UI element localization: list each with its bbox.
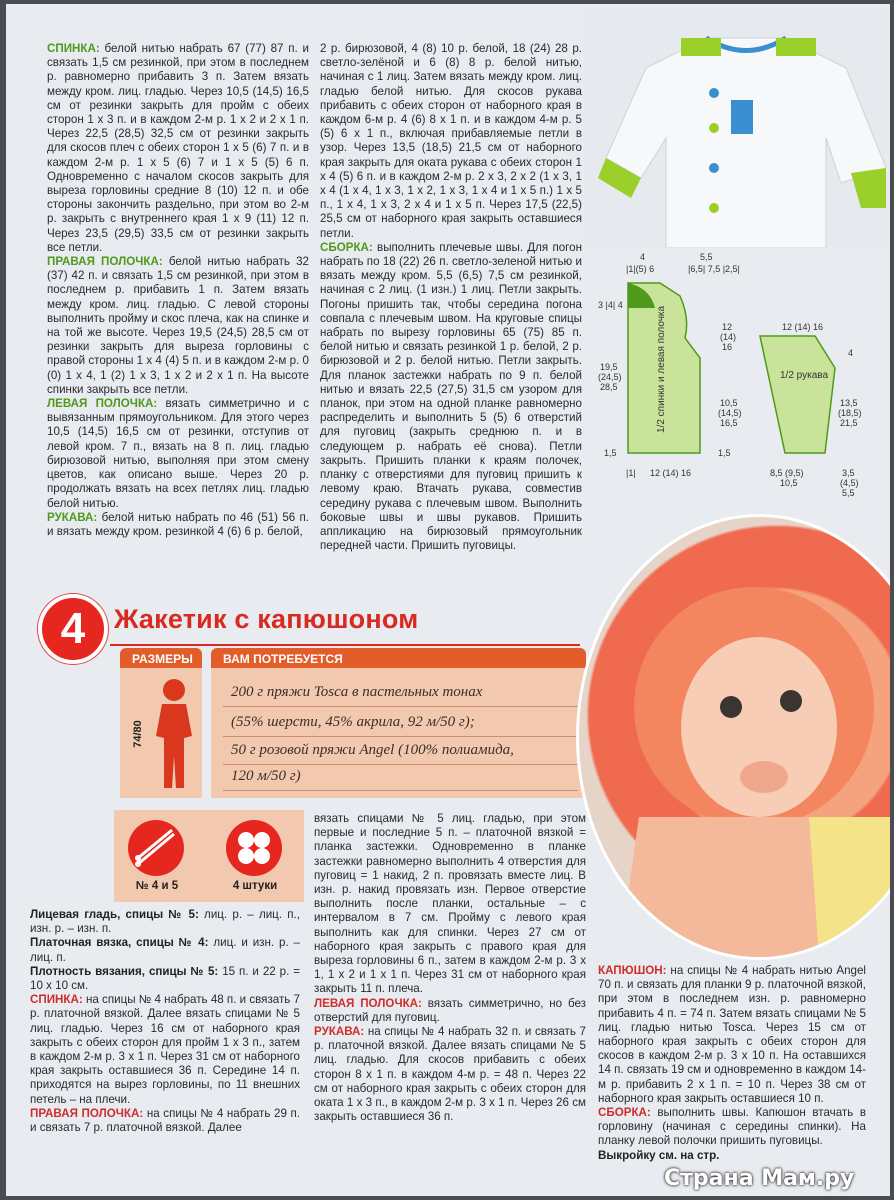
title-underline <box>110 644 580 646</box>
left-front-heading: ЛЕВАЯ ПОЛОЧКА: <box>47 397 158 411</box>
sleeves-heading: РУКАВА: <box>47 510 98 524</box>
bottom-right-column <box>598 964 866 1163</box>
assembly-text: выполнить плечевые швы. Для погон набрать по 18 (22) 26 п. светло-зеленой нитью и вязать между кром. 5,5 (6,5) 7,5 см резинкой, начиная с 2 лиц. (1 изн.) 1 лиц. Петли закрыть. Погоны пришить так, чтобы середина погона совпала с плечевым швом. На круговые спицы набрать по вырезу горловины 65 (75) 85 п. белой нитью и связать резинкой 1 р. белой, 2 р. бирюзовой и 2 р. белой нитью. Петли закрыть. Для планок застежки набрать по 9 п. белой нитью и вязать 22,5 (27,5) 31,5 см узором для планок, при этом на одной планке равномерно распределить и выполнить 5 (5) 6 отверстий для пуговиц (закрыть среднюю п. и в следующем р. набрать её снова). Петли закрыть. Пришить планки к краям полочек, планку с отверстиями для пуговиц пришить к левому краю. Втачать рукава, совместив середину рукава с плечевым швом. Выполнить боковые швы и швы рукавов. Пришить аппликацию на бирюзовый прямоугольник передней части. Пришить пуговицы. <box>320 240 582 553</box>
sleeve-dim-r2: (18,5) <box>838 408 862 418</box>
dim-right-1: 12 <box>722 322 733 332</box>
need-tag: ВАМ ПОТРЕБУЕТСЯ <box>211 648 586 670</box>
site-watermark: Страна Мам.ру <box>664 1166 855 1191</box>
sleeves-text: белой нитью набрать по 46 (51) 56 п. и вязать между кром. резинкой 4 (6) 6 р. белой, <box>47 510 309 538</box>
left-front-text: вязать симметрично и с вывязанным прямоугольником. Для этого через 10,5 (14,5) 16,5 см от резинки, отступив от левой кром. 7 п., вязать на 8 п. лиц. гладью бирюзовой нитью, выполняя при этом смену цветов, как описано выше. Через 20 р. продолжать вязать на всех петлях лиц. гладью белой нитью. <box>47 397 309 510</box>
sleeve-dim-top: 12 (14) 16 <box>782 322 824 332</box>
assembly-heading-2: СБОРКА: <box>598 1106 651 1120</box>
sleeve-dim-4: 4 <box>848 348 854 358</box>
right-front-heading: ПРАВАЯ ПОЛОЧКА: <box>47 255 163 269</box>
dim-right-2: (14) <box>720 332 737 342</box>
dim-right-6: 16,5 <box>720 418 738 428</box>
dim-top-1: 4 <box>640 252 646 262</box>
left-front-text-2: вязать симметрично, но без отверстий для пуговиц. <box>314 996 586 1024</box>
dim-bottom-1: |1| <box>626 468 636 478</box>
dim-left-2: 19,5 <box>600 362 618 372</box>
buttons-label: 4 штуки <box>232 880 278 892</box>
sleeves-text-2: на спицы № 4 набрать 32 п. и связать 7 р. платочной вязкой. Далее вязать спицами № 5 лиц. гладью. Для скосов прибавить с обеих сторон 8 x 1 п. в каждом 4-м р. = 48 п. Через 22 см от наборного края закрыть с обеих сторон для оката 1 x 3 п., в каждом 2-м р. 3 x 1 п. Через 26 см закрыть оставшиеся 36 п. <box>314 1025 586 1124</box>
right-front-heading-2: ПРАВАЯ ПОЛОЧКА: <box>30 1106 144 1120</box>
sleeve-dim-b2: 10,5 <box>780 478 798 488</box>
dim-top-2: 5,5 <box>700 252 713 262</box>
section-title: Жакетик с капюшоном <box>114 604 419 634</box>
dim-left-5: 1,5 <box>604 448 617 458</box>
back-text-2: на спицы № 4 набрать 48 п. и связать 7 р. платочной вязкой. Далее вязать спицами № 5 лиц. гладью. Через 16 см от наборного края закрыть с обеих сторон для пройм 1 x 3 п., затем в каждом 2-м р. 3 x 1 п. Через 31 см от наборного края закрыть оставшиеся 36 п. Середине 14 п. приходятся на вырез горловины, по 11 внешних петель – на плечи. <box>30 993 300 1106</box>
child-silhouette-icon <box>150 676 200 792</box>
needles-label: № 4 и 5 <box>135 880 179 892</box>
materials-line-4: 120 м/50 г) <box>231 768 301 784</box>
garter-heading: Платочная вязка, спицы № 4: <box>30 936 209 950</box>
magazine-page <box>6 4 890 1196</box>
right-front-text-continued: вязать спицами № 5 лиц. гладью, при этом первые и последние 5 п. – платочной вязкой = планка застежки. Одновременно в планке застежки равномерно выполнить 4 отверстия для пуговиц = 1 накид, 2 п. провязать вместе лиц. В изн. р. накид провязать изн. Первое отверстие выполнить после планки, остальные – с интервалом в 7 см. Пройму с левого края выполнить как для спинки. Через 27 см от наборного края закрыть с правого края для выреза горловины 6 п., затем в каждом 2-м р. 3 x 1, 1 x 2 и 1 x 1 п. Через 31 см от наборного края закрыть 11 п. плеча. <box>314 812 586 996</box>
back-heading: СПИНКА: <box>47 42 100 55</box>
sleeve-dim-r1: 13,5 <box>840 398 858 408</box>
sleeves-heading-2: РУКАВА: <box>314 1025 365 1039</box>
back-text: белой нитью набрать 67 (77) 87 п. и связать 1,5 см резинкой, при этом в последнем р. равномерно прибавить 3 п. Затем вязать между кром. лиц. гладью. Через 10,5 (14,5) 16,5 см от резинки закрыть для пройм с обеих сторон 1 x 3 п. и в каждом 2-м р. 1 x 2 и 2 x 1 п. Через 22,5 (28,5) 32,5 см от резинки закрыть для скосов плеч с обеих сторон 1 x 5 (6) 7 п. и в каждом 2-м р. 1 x 5 (6) 7 и 1 x 5 (5) 6 п. Одновременно с началом скосов закрыть для выреза горловины средние 8 (10) 12 п. и обе стороны закончить раздельно, при этом во 2-м р. закрыть с внутреннего края 1 x 9 (11) 12 п. Через 23,5 (29,5) 33,5 см от резинки закрыть все петли. <box>47 42 309 254</box>
sizes-box <box>120 668 202 798</box>
sleeve-dim-b1: 8,5 (9,5) <box>770 468 804 478</box>
pattern-reference: Выкройку см. на стр. <box>598 1148 720 1162</box>
dim-right-3: 16 <box>722 342 733 352</box>
materials-line-2: (55% шерсти, 45% акрила, 92 м/50 г); <box>231 714 475 730</box>
sleeve-dim-b4: (4,5) <box>840 478 859 488</box>
gauge-text: 15 п. и 22 р. = 10 x 10 см. <box>30 964 300 993</box>
sizes-tag: РАЗМЕРЫ <box>120 648 202 670</box>
sleeve-label: 1/2 рукава <box>780 370 829 381</box>
hood-text: на спицы № 4 набрать нитью Angel 70 п. и связать для планки 9 р. платочной вязкой, при этом в последнем изн. р. равномерно прибавить 4 п. = 74 п. Затем вязать спицами № 5 лиц. гладью нитью Tosca. Через 15 см от наборного края закрыть с обеих сторон для скосов в каждом 2-м р. 3 x 10 п. На оставшихся 14 п. связать 19 см и одновременно в каждом 14-м р. прибавить 2 x 1 п. = 10 п. Через 38 см от наборного края закрыть оставшиеся 10 п. <box>598 964 866 1105</box>
bottom-left-column <box>30 908 300 1135</box>
dim-bottom-2: 12 (14) 16 <box>650 468 692 478</box>
assembly-text-2: выполнить швы. Капюшон втачать в горловину (начиная с середины спинки). На планку левой полочки пришить пуговицы. <box>598 1106 866 1148</box>
right-front-text-2: на спицы № 4 набрать 29 п. и связать 7 р. платочной вязкой. Далее <box>30 1106 300 1135</box>
gauge-heading: Плотность вязания, спицы № 5: <box>30 964 219 978</box>
hood-heading: КАПЮШОН: <box>598 964 667 977</box>
back-heading-2: СПИНКА: <box>30 993 83 1007</box>
needles-icon <box>128 820 184 876</box>
materials-rule <box>223 790 578 791</box>
materials-rule <box>223 736 578 737</box>
materials-box <box>211 668 586 798</box>
section-number: 4 <box>38 594 108 664</box>
buttons-icon <box>226 820 282 876</box>
sleeve-dim-r3: 21,5 <box>840 418 858 428</box>
dim-left-4: 28,5 <box>600 382 618 392</box>
assembly-heading: СБОРКА: <box>320 240 373 254</box>
pattern-diagram <box>590 248 886 508</box>
dim-top-4: |6,5| 7,5 |2,5| <box>688 264 740 274</box>
sleeve-dim-b3: 3,5 <box>842 468 855 478</box>
dim-right-5: (14,5) <box>718 408 742 418</box>
sleeve-dim-b5: 5,5 <box>842 488 855 498</box>
materials-rule <box>223 706 578 707</box>
materials-line-3: 50 г розовой пряжи Angel (100% полиамида, <box>231 742 514 758</box>
cardigan-photo <box>586 8 886 248</box>
materials-line-1: 200 г пряжи Tosca в пастельных тонах <box>231 684 483 700</box>
garter-text: лиц. и изн. р. – лиц. п. <box>30 936 301 964</box>
stockinette-text: лиц. р. – лиц. п., изн. р. – изн. п. <box>30 908 300 936</box>
top-mid-column <box>320 42 582 553</box>
bottom-mid-column <box>314 812 586 1124</box>
stockinette-heading: Лицевая гладь, спицы № 5: <box>30 908 199 921</box>
dim-right-4: 10,5 <box>720 398 738 408</box>
dim-left-3: (24,5) <box>598 372 622 382</box>
dim-right-7: 1,5 <box>718 448 731 458</box>
sleeves-continued-text: 2 р. бирюзовой, 4 (8) 10 р. белой, 18 (24) 28 р. светло-зелёной и 6 (8) 8 р. белой нитью, начиная с 1 лиц. Затем вязать между кром. лиц. гладью белой нитью. Для скосов рукава прибавить с обеих сторон от наборного края в каждом 6-м р. 4 (6) 8 x 1 п. и в каждом 4-м р. 5 (5) 6 x 1 п., включая прибавляемые петли в узор. Через 13,5 (18,5) 21,5 см от наборного края закрыть для оката рукава с обеих сторон 1 x 4 (5) 6 п. и в каждом 2-м р. 2 x 3, 2 x 2 (1 x 3, 1 x 4 (1 x 4, 1 x 3, 1 x 2, 1 x 3, 1 x 4 и 1 x 5 п.) 1 x 5 п., 1 x 4, 1 x 3, 2 x 4 и 1 x 5 п. Через 17,5 (22,5) 25,5 см от наборного края закрыть оставшиеся петли. <box>320 42 582 240</box>
left-front-heading-2: ЛЕВАЯ ПОЛОЧКА: <box>314 996 422 1010</box>
baby-hoodie-photo <box>576 514 890 960</box>
dim-top-3: |1|(5) 6 <box>626 264 655 274</box>
right-front-text: белой нитью набрать 32 (37) 42 п. и связать 1,5 см резинкой, при этом в последнем р. прибавить 1 п. Затем вязать между кром. лиц. гладью. С левой стороны выполнить пройму и скос плеча, как на спинке и на той же высоте. Через 19,5 (24,5) 28,5 см от резинки закрыть для выреза горловины с правой стороны 1 x 4 (4) 5 п. и в каждом 2-м р. 0 (0) 1 x 4, 1 (2) 1 x 3, 1 x 2 и 2 x 1 п. На высоте спинки закрыть все петли. <box>47 255 309 396</box>
top-left-column <box>47 42 309 539</box>
back-front-label: 1/2 спинки и левая полочка <box>656 305 667 433</box>
sizes-value: 74/80 <box>131 720 144 748</box>
materials-rule <box>223 764 578 765</box>
dim-left-1: 3 |4| 4 <box>598 300 623 310</box>
tools-box <box>114 810 304 902</box>
